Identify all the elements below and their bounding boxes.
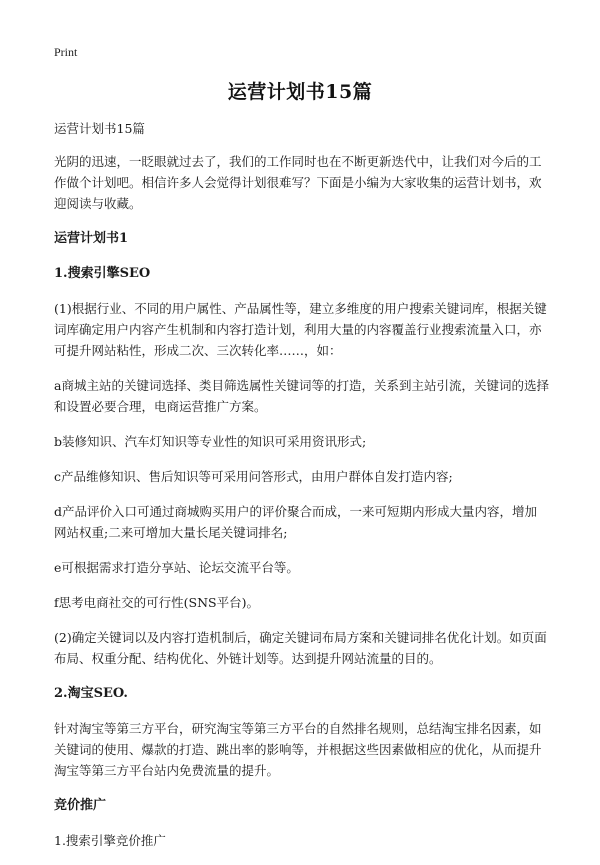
paragraph: e可根据需求打造分享站、论坛交流平台等。 [54, 560, 299, 575]
item-heading-taobao: 2.淘宝SEO. [54, 686, 128, 701]
paragraph: d产品评价入口可通过商城购买用户的评价聚合而成，一来可短期内形成大量内容，增加网站权重;二来可增加大量长尾关键词排名; [54, 504, 538, 540]
item-heading-seo: 1.搜索引擎SEO [54, 266, 151, 281]
paragraph: b装修知识、汽车灯知识等专业性的知识可采用资讯形式; [54, 434, 367, 449]
paragraph: 1.搜索引擎竞价推广 [54, 833, 166, 848]
document-body [54, 118, 549, 865]
paragraph: (2)确定关键词以及内容打造机制后，确定关键词布局方案和关键词排名优化计划。如页面布局、权重分配、结构优化、外链计划等。达到提升网站流量的目的。 [54, 630, 547, 666]
print-label: Print [54, 45, 78, 59]
document-subtitle: 运营计划书15篇 [54, 121, 145, 136]
intro-paragraph: 光阴的迅速，一眨眼就过去了，我们的工作同时也在不断更新迭代中，让我们对今后的工作做个计划吧。相信许多人会觉得计划很难写？下面是小编为大家收集的运营计划书，欢迎阅读与收藏。 [54, 154, 542, 211]
paragraph: f思考电商社交的可行性(SNS平台)。 [54, 595, 259, 610]
paragraph: a商城主站的关键词选择、类目筛选属性关键词等的打造，关系到主站引流，关键词的选择和设置必要合理，电商运营推广方案。 [54, 378, 549, 414]
paragraph: (1)根据行业、不同的用户属性、产品属性等，建立多维度的用户搜索关键词库，根据关键词库确定用户内容产生机制和内容打造计划，利用大量的内容覆盖行业搜索流量入口，亦可提升网站粘性，形成二次、三次转化率……，如： [54, 301, 547, 358]
paragraph: c产品维修知识、售后知识等可采用问答形式，由用户群体自发打造内容; [54, 469, 453, 484]
section-heading: 运营计划书1 [54, 231, 129, 246]
item-heading-bidding: 竞价推广 [54, 798, 107, 813]
page-title: 运营计划书15篇 [227, 81, 373, 103]
paragraph: 针对淘宝等第三方平台，研究淘宝等第三方平台的自然排名规则，总结淘宝排名因素，如关键词的使用、爆款的打造、跳出率的影响等，并根据这些因素做相应的优化，从而提升淘宝等第三方平台站内免费流量的提升。 [54, 721, 542, 778]
